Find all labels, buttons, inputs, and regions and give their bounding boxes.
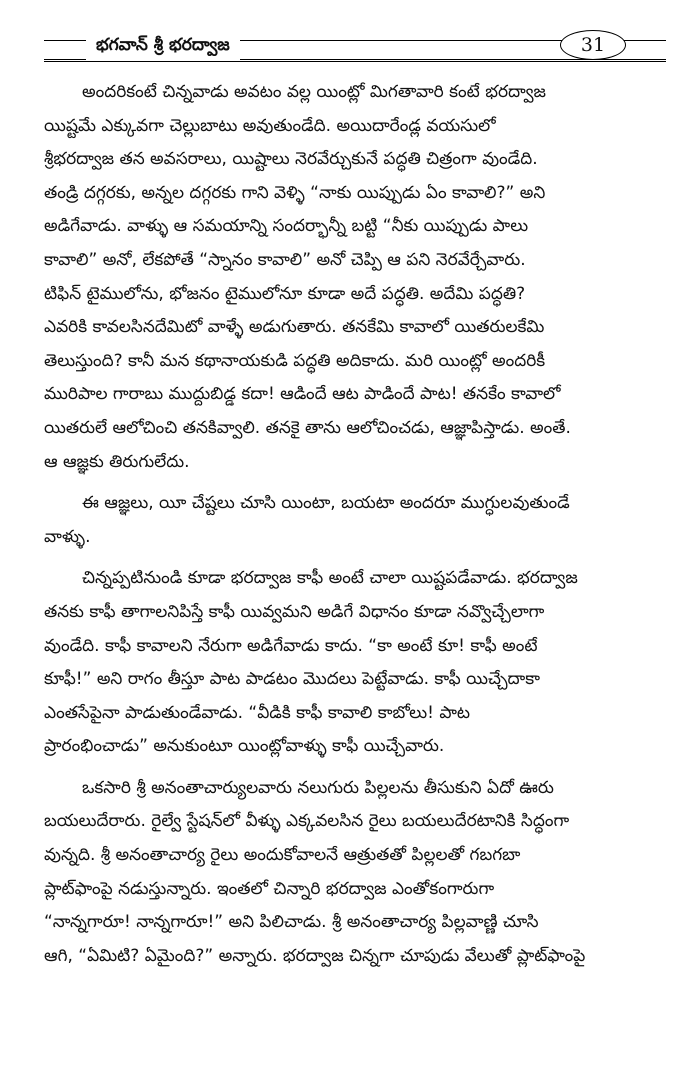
text-line: ఆగి, “ఏమిటి? ఏమైంది?” అన్నారు. భరద్వాజ చిన్నగా చూపుడు వేలుతో ప్లాట్‌ఫాంపై [44,945,586,966]
page-number: 31 [560,30,626,60]
text-line: ఆ ఆజ్ఞకు తిరుగులేదు. [44,451,190,472]
paragraph-2 [44,487,666,554]
text-line: టిఫిన్ టైములోను, భోజనం టైములోనూ కూడా అదే పద్ధతి. అదేమి పద్ధతి? [44,283,526,304]
text-line: తండ్రి దగ్గరకు, అన్నల దగ్గరకు గాని వెళ్ళి “నాకు యిప్పుడు ఏం కావాలి?” అని [44,182,546,203]
text-line: తెలుస్తుంది? కానీ మన కథానాయకుడి పద్ధతి అదికాదు. మరి యింట్లో అందరికీ [44,350,546,371]
text-line: తనకు కాఫీ తాగాలనిపిస్తే కాఫీ యివ్వమని అడిగే విధానం కూడా నవ్వొచ్చేలాగా [44,601,545,622]
text-line: చిన్నప్పటినుండి కూడా భరద్వాజ కాఫీ అంటే చాలా యిష్టపడేవాడు. భరద్వాజ [82,568,578,589]
text-line: ఎవరికి కావలసినదేమిటో వాళ్ళే అడుగుతారు. తనకేమి కావాలో యితరులకేమి [44,317,545,338]
running-header [44,30,666,64]
text-line: కూఫీ!” అని రాగం తీస్తూ పాట పాడటం మొదలు పెట్టేవాడు. కాఫీ యిచ్చేదాకా [44,669,541,690]
header-title: భగవాన్ శ్రీ భరద్వాజ [86,30,240,60]
body-text [44,76,666,981]
text-line: బయలుదేరారు. రైల్వే స్టేషన్‌లో వీళ్ళు ఎక్కవలసిన రైలు బయలుదేరటానికి సిద్ధంగా [44,811,570,832]
text-line: ప్రారంభించాడు” అనుకుంటూ యింట్లోవాళ్ళు కాఫీ యిచ్చేవారు. [44,736,445,757]
text-line: కావాలి” అనో, లేకపోతే “స్నానం కావాలి” అనో చెప్పి ఆ పని నెరవేర్చేవారు. [44,249,526,270]
text-line: ఒకసారి శ్రీ అనంతాచార్యులవారు నలుగురు పిల్లలను తీసుకుని ఏదో ఊరు [82,777,554,798]
text-line: ఎంతసేపైనా పాడుతుండేవాడు. “వీడికి కాఫీ కావాలి కాబోలు! పాట [44,702,470,723]
text-line: “నాన్నగారూ! నాన్నగారూ!” అని పిలిచాడు. శ్రీ అనంతాచార్య పిల్లవాణ్ణి చూసి [44,912,539,933]
text-line: యితరులే ఆలోచించి తనకివ్వాలి. తనకై తాను ఆలోచించడు, ఆజ్ఞాపిస్తాడు. అంతే. [44,417,571,438]
text-line: ఈ ఆజ్ఞలు, యీ చేష్టలు చూసి యింటా, బయటా అందరూ ముగ్ధులవుతుండే [82,493,570,514]
paragraph-3 [44,562,666,764]
text-line: అడిగేవాడు. వాళ్ళు ఆ సమయాన్ని సందర్భాన్నీ బట్టి “నీకు యిప్పుడు పాలు [44,216,529,237]
text-line: శ్రీభరద్వాజ తన అవసరాలు, యిష్టాలు నెరవేర్చుకునే పద్ధతి చిత్రంగా వుండేది. [44,149,538,170]
paragraph-4 [44,772,666,974]
text-line: యిష్టమే ఎక్కువగా చెల్లుబాటు అవుతుండేది. అయిదారేండ్ల వయసులో [44,115,496,136]
text-line: మురిపాల గారాబు ముద్దుబిడ్డ కదా! ఆడిందే ఆట పాడిందే పాట! తనకేం కావాలో [44,384,561,405]
text-line: వున్నది. శ్రీ అనంతాచార్య రైలు అందుకోవాలనే ఆత్రుతతో పిల్లలతో గబగబా [44,845,521,866]
text-line: వాళ్ళు. [44,526,91,547]
text-line: వుండేది. కాఫీ కావాలని నేరుగా అడిగేవాడు కాదు. “కా అంటే కూ! కాఫీ అంటే [44,635,538,656]
text-line: అందరికంటే చిన్నవాడు అవటం వల్ల యింట్లో మిగతావారి కంటే భరద్వాజ [82,82,546,102]
paragraph-1 [44,76,666,479]
text-line: ప్లాట్‌ఫాంపై నడుస్తున్నారు. ఇంతలో చిన్నారి భరద్వాజ ఎంతోకంగారుగా [44,878,495,899]
